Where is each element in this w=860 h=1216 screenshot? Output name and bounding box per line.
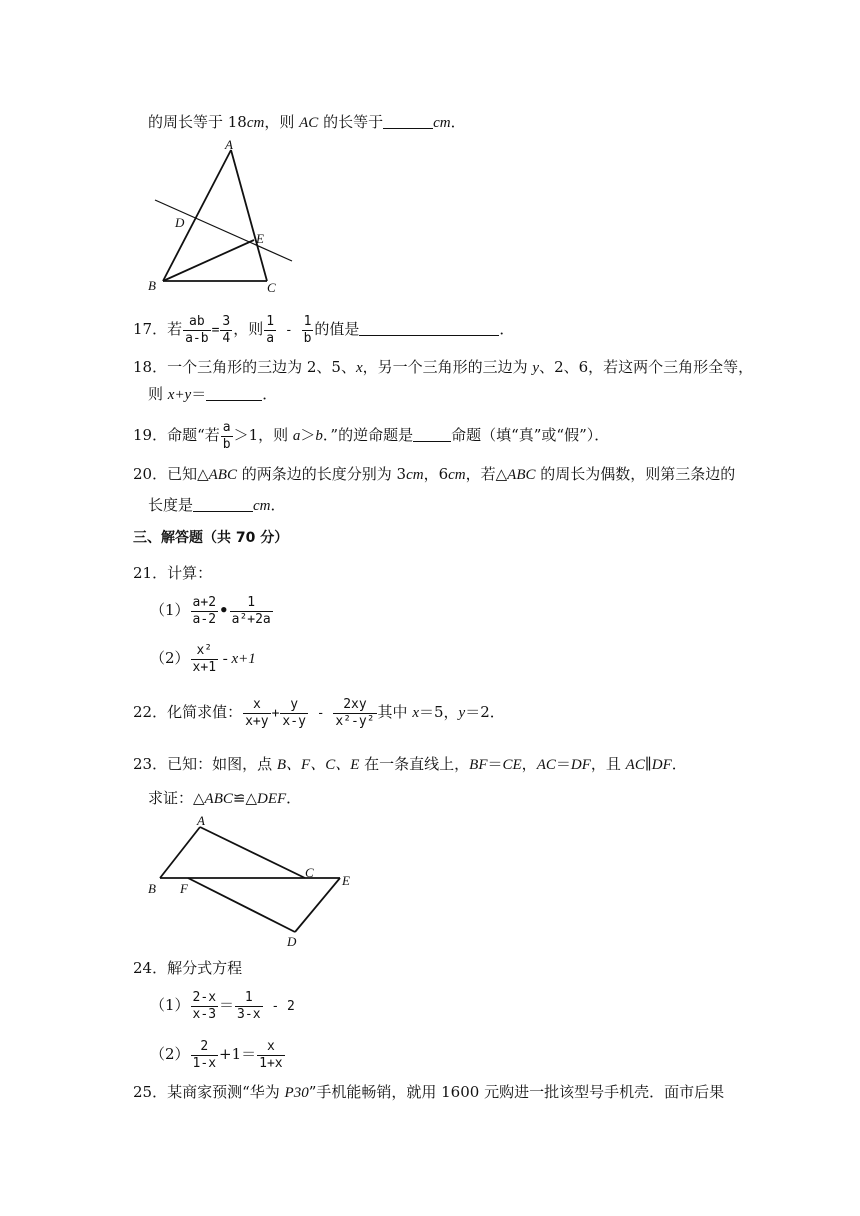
question-19: [133, 415, 609, 456]
q24-part1: [150, 985, 295, 1027]
q18-text: 、2、6，若这两个三角形全等，: [539, 358, 754, 376]
question-number: 21．: [133, 564, 168, 582]
var-y: y: [532, 360, 540, 376]
label-d: D: [175, 215, 185, 230]
q19-text: 命题“若: [167, 426, 220, 444]
triangle-abc: ABC: [204, 791, 233, 807]
q24-part2: [150, 1034, 286, 1074]
q18-text: ，另一个三角形的三边为: [362, 358, 533, 376]
triangle-def: DEF: [257, 791, 287, 807]
question-number: 23．: [133, 755, 168, 773]
fraction: [264, 314, 276, 347]
fraction: [257, 1039, 284, 1072]
question-22: [133, 692, 505, 734]
comma: ，: [521, 755, 537, 773]
q16-text: 的长等于: [318, 113, 384, 131]
q22-text: ＝5，: [418, 703, 459, 721]
figure-triangles-abc-def: [140, 810, 370, 955]
var-x: x: [412, 705, 419, 721]
unit-cm: cm: [433, 115, 451, 131]
q16-text: ，则: [264, 113, 300, 131]
numerator: 2-x: [192, 989, 217, 1005]
question-number: 25．: [133, 1083, 168, 1101]
denominator: b: [222, 436, 231, 452]
question-24: [133, 958, 242, 978]
period: ．: [671, 755, 687, 773]
equals: ＝: [487, 755, 503, 773]
equals: =: [211, 323, 220, 338]
q20-text: 的两条边的长度分别为 3: [236, 465, 407, 483]
segment-ac: AC: [299, 115, 319, 131]
q18-text: 一个三角形的三边为 2、5、: [167, 358, 356, 376]
numerator: a+2: [192, 594, 217, 610]
label-a: A: [225, 138, 233, 152]
numerator: a: [222, 419, 231, 435]
label-d: D: [287, 934, 297, 949]
q23-text: 已知：如图，点: [167, 755, 277, 773]
numerator: 1: [303, 313, 312, 329]
segment-ac: AC: [536, 757, 556, 773]
part-label: （1）: [150, 601, 190, 619]
answer-blank[interactable]: [206, 385, 262, 401]
question-20-line2: [148, 495, 286, 516]
model-p30: P30: [284, 1085, 309, 1101]
points: B、F、C、E: [276, 757, 360, 773]
q16-tail-line: [148, 112, 466, 133]
fraction: [191, 990, 218, 1023]
triangle-abc: ABC: [507, 467, 536, 483]
q21-title: 计算：: [167, 564, 213, 582]
numerator: 1: [235, 990, 262, 1007]
question-17: [133, 309, 514, 351]
q19-text: ＞1，则: [233, 426, 293, 444]
answer-blank[interactable]: [413, 426, 451, 442]
denominator: x+1: [192, 659, 217, 675]
greater-than: ＞: [300, 426, 316, 444]
question-number: 24．: [133, 959, 168, 977]
section-heading: 三、解答题（共 70 分）: [133, 530, 289, 546]
q20-text: ，若△: [465, 465, 508, 483]
question-23: [133, 754, 687, 775]
denominator: a: [266, 330, 275, 346]
unit-cm: cm: [448, 467, 466, 483]
minus: -: [308, 706, 333, 721]
answer-blank[interactable]: [359, 320, 499, 336]
label-c: C: [305, 865, 314, 880]
period: ．: [262, 385, 278, 403]
numerator: x²: [191, 643, 218, 660]
answer-blank[interactable]: [193, 496, 253, 512]
question-number: 17．: [133, 320, 168, 338]
label-b: B: [148, 881, 156, 896]
q20-text: 已知△: [167, 465, 209, 483]
multiply-dot: •: [219, 601, 229, 619]
period: ．: [499, 320, 515, 338]
numerator: 2xy: [333, 697, 376, 714]
parallel-statement: AC∥DF: [625, 757, 672, 773]
q23-text: ，且: [590, 755, 626, 773]
numerator: 2: [191, 1039, 218, 1056]
var-a: a: [292, 428, 301, 444]
q19-text: ．”的逆命题是: [322, 426, 414, 444]
fraction: [243, 697, 270, 730]
q16-text: 的周长等于 18: [148, 113, 247, 131]
q24-title: 解分式方程: [167, 959, 243, 977]
segment-ce: CE: [502, 757, 522, 773]
label-c: C: [267, 280, 276, 295]
part-label: （2）: [150, 1045, 190, 1063]
q25-text: ”手机能畅销，就用 1600 元购进一批该型号手机壳．面市后果: [308, 1083, 725, 1101]
expression-tail: - 2: [263, 999, 295, 1014]
numerator: 3: [222, 313, 231, 329]
q23-text: 在一条直线上，: [359, 755, 470, 773]
question-23-line2: [148, 788, 301, 809]
equals: ＝: [219, 996, 235, 1014]
q24-text: +1＝: [219, 1045, 257, 1063]
var-y: y: [458, 705, 466, 721]
question-21: [133, 563, 212, 583]
numerator: 1: [266, 313, 275, 329]
q22-title: 化简求值：: [167, 703, 243, 721]
fraction: [220, 314, 232, 347]
denominator: a²+2a: [231, 611, 271, 627]
question-20: [133, 464, 735, 485]
label-a: A: [197, 813, 205, 828]
figure-triangle-abc: [140, 138, 310, 298]
period: ．: [270, 496, 286, 514]
q20-text: 长度是: [148, 496, 194, 514]
fraction: [280, 697, 307, 730]
denominator: 1+x: [259, 1055, 283, 1071]
label-e: E: [256, 231, 264, 246]
question-number: 19．: [133, 426, 168, 444]
numerator: ab: [183, 314, 210, 331]
period: ．: [286, 789, 302, 807]
unit-cm: cm: [406, 467, 424, 483]
denominator: x-y: [282, 713, 306, 729]
var-x: x: [355, 360, 363, 376]
part-label: （2）: [150, 649, 190, 667]
answer-blank[interactable]: [383, 113, 433, 129]
denominator: x+y: [245, 713, 269, 729]
numerator: x: [243, 697, 270, 714]
fraction: [333, 697, 376, 730]
denominator: a-2: [192, 611, 217, 627]
segment-df: DF: [570, 757, 591, 773]
question-25: [133, 1082, 724, 1103]
unit-cm: cm: [246, 115, 265, 131]
fraction: [191, 643, 218, 676]
triangle-abc: ABC: [208, 467, 237, 483]
denominator: 4: [222, 330, 231, 346]
question-18-line2: [148, 384, 277, 405]
label-f: F: [180, 881, 188, 896]
expr-x-plus-y: x+y: [167, 387, 192, 403]
q19-text: 命题（填“真”或“假”）．: [451, 426, 610, 444]
fraction: [235, 990, 262, 1023]
period: ．: [450, 113, 466, 131]
q20-text: 的周长为偶数，则第三条边的: [535, 465, 736, 483]
q17-text: ，则: [233, 320, 264, 338]
q25-text: 某商家预测“华为: [167, 1083, 285, 1101]
equals: ＝: [191, 385, 207, 403]
q22-text: ＝2．: [465, 703, 505, 721]
segment-bf: BF: [469, 757, 488, 773]
fraction: [230, 595, 273, 628]
denominator: a-b: [185, 330, 209, 346]
fraction: [221, 420, 233, 453]
question-number: 22．: [133, 703, 168, 721]
denominator: 3-x: [237, 1006, 261, 1022]
fraction: [302, 314, 314, 347]
q17-text: 若: [167, 320, 183, 338]
part-label: （1）: [150, 996, 190, 1014]
denominator: x-3: [192, 1006, 217, 1022]
denominator: b: [303, 330, 312, 346]
denominator: x²-y²: [335, 713, 375, 729]
label-b: B: [148, 278, 156, 293]
equals: ＝: [555, 755, 571, 773]
numerator: 1: [230, 595, 273, 612]
q20-text: ，6: [423, 465, 449, 483]
unit-cm: cm: [253, 498, 271, 514]
minus: -: [277, 323, 301, 338]
var-b: b: [315, 428, 323, 444]
denominator: 1-x: [192, 1055, 217, 1071]
q17-text: 的值是: [314, 320, 360, 338]
question-18: [133, 357, 753, 378]
expression-tail: - x+1: [219, 651, 256, 667]
q22-text: 其中: [377, 703, 413, 721]
fraction: [183, 314, 210, 347]
q18-text: 则: [148, 385, 168, 403]
q21-part1: [150, 590, 274, 630]
plus: +: [271, 706, 280, 721]
fraction: [191, 595, 218, 628]
label-e: E: [342, 873, 350, 888]
congruent: ≌△: [232, 789, 257, 807]
numerator: y: [280, 697, 307, 714]
q23-text: 求证：△: [148, 789, 205, 807]
question-number: 20．: [133, 465, 168, 483]
numerator: x: [257, 1039, 284, 1056]
q21-part2: [150, 638, 256, 679]
fraction: [191, 1039, 218, 1072]
question-number: 18．: [133, 358, 168, 376]
